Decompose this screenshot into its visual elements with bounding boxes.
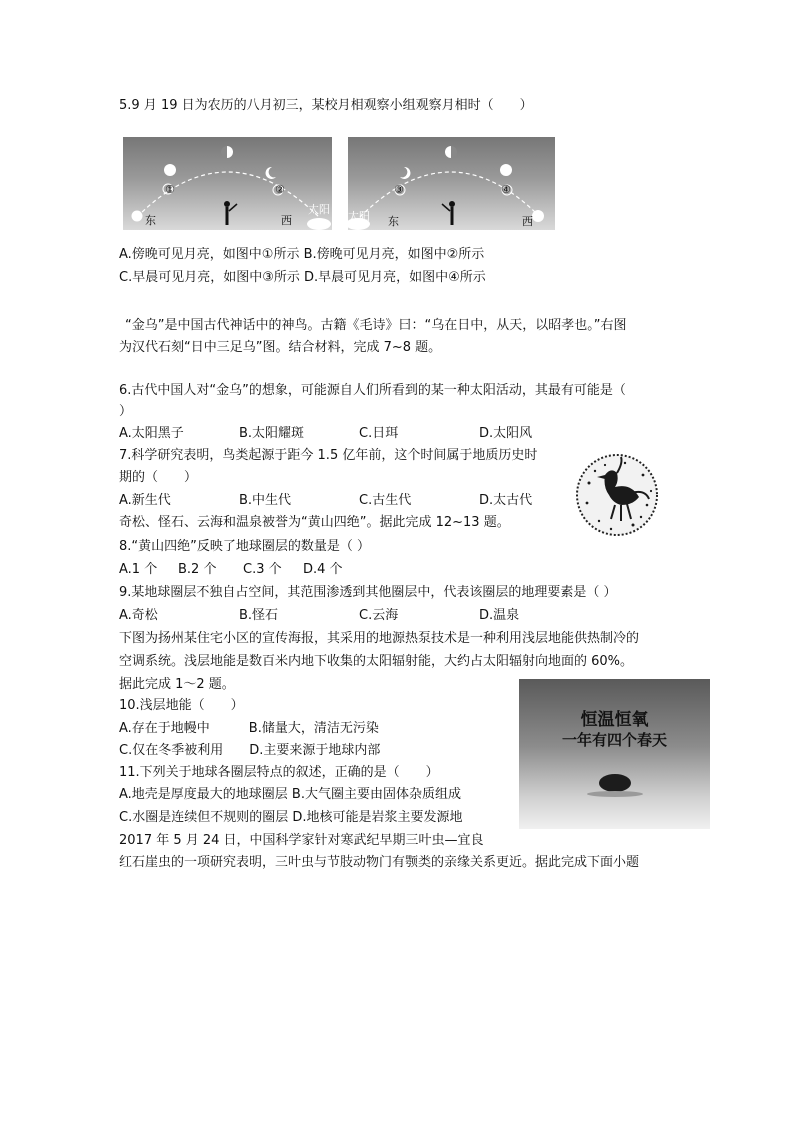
q8-stem: 8.“黄山四绝”反映了地球圈层的数量是（ ） xyxy=(119,539,371,554)
q5-options-line1: A.傍晚可见月亮，如图中①所示 B.傍晚可见月亮，如图中②所示 xyxy=(119,247,485,262)
label-c4: ④ xyxy=(501,183,511,196)
label-east: 东 xyxy=(388,215,399,228)
label-c2: ② xyxy=(275,183,285,196)
q5-stem: 5.9 月 19 日为农历的八月初三，某校月相观察小组观察月相时（ ） xyxy=(119,98,533,113)
half-moon-icon xyxy=(445,146,451,158)
q11-options-line1: A.地壳是厚度最大的地球圈层 B.大气圈主要由固体杂质组成 xyxy=(119,787,461,802)
full-moon-icon xyxy=(132,211,143,222)
q10-options-line2: C.仅在冬季被利用 D.主要来源于地球内部 xyxy=(119,743,381,758)
q7-stem-line2: 期的（ ） xyxy=(119,470,198,485)
half-moon-icon xyxy=(227,146,233,158)
poster-line1: 恒温恒氧 xyxy=(580,710,649,730)
q11-stem: 11.下列关于地球各圈层特点的叙述，正确的是（ ） xyxy=(119,765,439,780)
q7-option-b: B.中生代 xyxy=(239,493,292,508)
full-moon-icon xyxy=(532,210,544,222)
q6-option-a: A.太阳黑子 xyxy=(119,426,184,441)
intro12-line3: 据此完成 1～2 题。 xyxy=(119,677,235,692)
label-west: 西 xyxy=(281,214,292,227)
label-west: 西 xyxy=(522,215,533,228)
intro12-line2: 空调系统。浅层地能是数百米内地下收集的太阳辐射能，大约占太阳辐射向地面的 60%。 xyxy=(119,654,634,669)
q6-stem-line1: 6.古代中国人对“金乌”的想象，可能源自人们所看到的某一种太阳活动，其最有可能是（ xyxy=(119,383,626,398)
intro78-line2: 为汉代石刻“日中三足乌”图。结合材料，完成 7~8 题。 xyxy=(119,340,442,355)
intro-last-line2: 红石崖虫的一项研究表明，三叶虫与节肢动物门有颚类的亲缘关系更近。据此完成下面小题 xyxy=(119,855,640,870)
q5-options-line2: C.早晨可见月亮，如图中③所示 D.早晨可见月亮，如图中④所示 xyxy=(119,270,486,285)
moon-phase-figure-left xyxy=(123,137,332,230)
moon-phase-figure-right xyxy=(348,137,555,230)
q7-option-d: D.太古代 xyxy=(479,493,533,508)
q7-stem-line1: 7.科学研究表明，鸟类起源于距今 1.5 亿年前，这个时间属于地质历史时 xyxy=(119,448,538,463)
label-sun: 太阳 xyxy=(308,203,330,216)
q8-option-d: D.4 个 xyxy=(303,562,343,577)
q10-options-line1: A.存在于地幔中 B.储量大，清洁无污染 xyxy=(119,721,379,736)
label-east: 东 xyxy=(145,214,156,227)
q8-option-a: A.1 个 xyxy=(119,562,158,577)
label-c1: ① xyxy=(165,183,175,196)
q9-option-b: B.怪石 xyxy=(239,608,279,623)
q9-option-d: D.温泉 xyxy=(479,608,520,623)
q10-stem: 10.浅层地能（ ） xyxy=(119,698,244,713)
q8-option-b: B.2 个 xyxy=(178,562,217,577)
promo-poster-image xyxy=(519,679,710,829)
gibbous-moon-icon xyxy=(500,164,512,176)
intro-last-line1: 2017 年 5 月 24 日，中国科学家针对寒武纪早期三叶虫—宜良 xyxy=(119,833,484,848)
label-sun: 太阳 xyxy=(348,210,370,223)
three-legged-crow-image xyxy=(575,453,659,537)
sun-icon xyxy=(307,218,331,230)
intro1213: 奇松、怪石、云海和温泉被誉为“黄山四绝”。据此完成 12~13 题。 xyxy=(119,515,510,530)
q6-option-d: D.太阳风 xyxy=(479,426,533,441)
q9-option-a: A.奇松 xyxy=(119,608,158,623)
q7-option-a: A.新生代 xyxy=(119,493,171,508)
poster-line2: 一年有四个春天 xyxy=(561,731,667,749)
intro78-line1: “金乌”是中国古代神话中的神鸟。古籍《毛诗》曰：“乌在日中，从天，以昭孝也。”右图 xyxy=(125,318,627,333)
gibbous-moon-icon xyxy=(164,164,176,176)
intro12-line1: 下图为扬州某住宅小区的宣传海报，其采用的地源热泵技术是一种利用浅层地能供热制冷的 xyxy=(119,631,640,646)
q11-options-line2: C.水圈是连续但不规则的圈层 D.地核可能是岩浆主要发源地 xyxy=(119,810,463,825)
crescent-moon-icon xyxy=(266,167,276,179)
q7-option-c: C.古生代 xyxy=(359,493,412,508)
q9-stem: 9.某地球圈层不独自占空间，其范围渗透到其他圈层中，代表该圈层的地理要素是（ ） xyxy=(119,585,617,600)
label-c3: ③ xyxy=(394,183,404,196)
tree-icon xyxy=(519,679,710,829)
q6-stem-line2: ） xyxy=(119,404,133,419)
q6-option-c: C.日珥 xyxy=(359,426,399,441)
q9-option-c: C.云海 xyxy=(359,608,399,623)
crescent-moon-icon xyxy=(400,167,410,179)
q6-option-b: B.太阳耀斑 xyxy=(239,426,305,441)
q8-option-c: C.3 个 xyxy=(243,562,282,577)
